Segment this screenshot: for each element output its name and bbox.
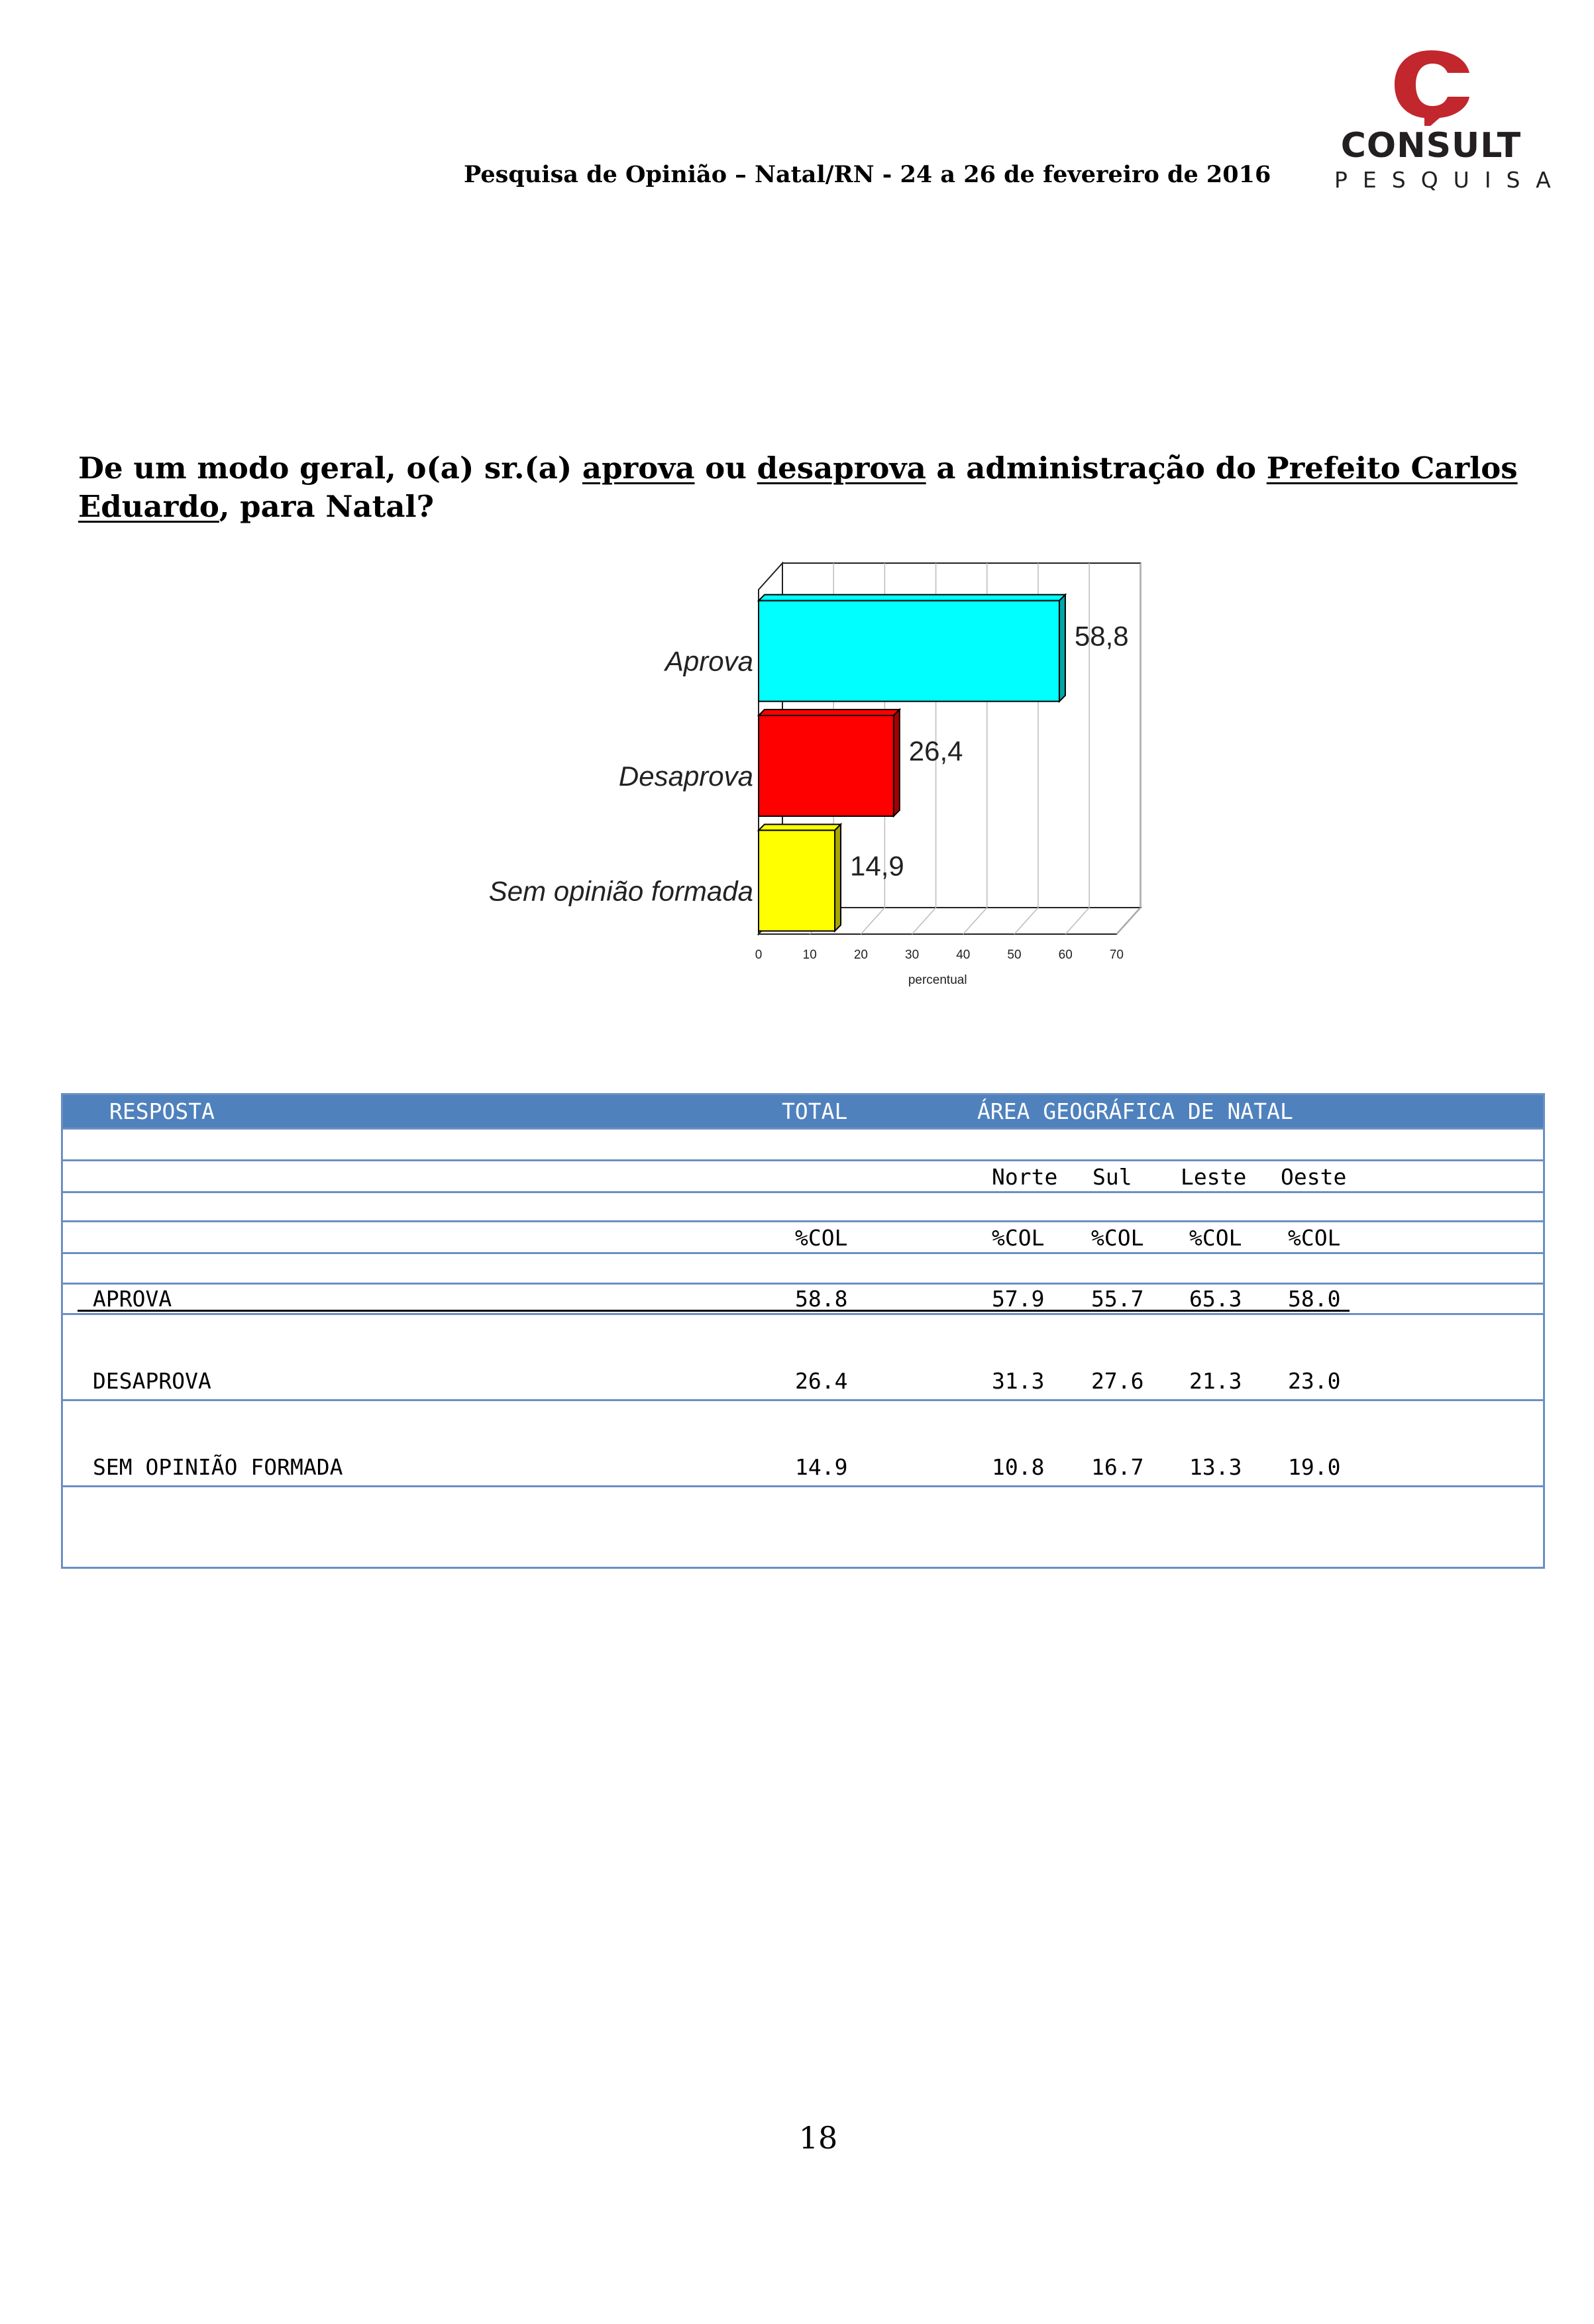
region-sul: Sul — [1092, 1164, 1132, 1190]
row-norte: 31.3 — [992, 1368, 1045, 1394]
x-tick-label: 50 — [1007, 948, 1022, 962]
row-underline — [78, 1310, 1350, 1312]
question-underlined-desaprova: desaprova — [757, 450, 926, 486]
header-area: ÁREA GEOGRÁFICA DE NATAL — [977, 1098, 1293, 1124]
row-leste: 21.3 — [1189, 1368, 1242, 1394]
row-oeste: 19.0 — [1288, 1454, 1341, 1480]
x-tick-label: 30 — [905, 948, 920, 962]
row-total: 26.4 — [795, 1368, 848, 1394]
bar-category-label: Sem opinião formada — [488, 875, 753, 907]
x-tick-label: 70 — [1109, 948, 1124, 962]
survey-question — [78, 449, 1536, 526]
table-spacer-row — [63, 1254, 1543, 1285]
bar-category-label: Aprova — [664, 645, 753, 677]
region-header-row — [63, 1161, 1543, 1193]
row-leste: 13.3 — [1189, 1454, 1242, 1480]
question-text: De um modo geral, o(a) sr.(a) — [78, 450, 582, 486]
row-leste: 65.3 — [1189, 1286, 1242, 1312]
approval-bar-chart — [464, 556, 1193, 1020]
table-row — [63, 1315, 1543, 1401]
col-label-oeste: %COL — [1288, 1225, 1341, 1251]
bar-side-shade — [1059, 595, 1065, 702]
question-text: , para Natal? — [219, 489, 435, 524]
x-axis-title: percentual — [908, 973, 967, 987]
col-label-leste: %COL — [1189, 1225, 1242, 1251]
page-number: 18 — [798, 2120, 838, 2156]
speech-bubble-c-icon — [1332, 46, 1530, 126]
region-norte: Norte — [992, 1164, 1058, 1190]
x-tick-label: 10 — [802, 948, 817, 962]
question-text: a administração do — [926, 450, 1267, 486]
row-norte: 57.9 — [992, 1286, 1045, 1312]
x-tick-label: 20 — [853, 948, 868, 962]
row-label: SEM OPINIÃO FORMADA — [93, 1454, 343, 1480]
logo-subtitle: PESQUISA — [1334, 167, 1566, 193]
row-label: DESAPROVA — [93, 1368, 211, 1394]
header-total: TOTAL — [782, 1098, 848, 1124]
table-header-row — [63, 1095, 1543, 1130]
row-label: APROVA — [93, 1286, 172, 1312]
logo-wordmark: CONSULT — [1340, 126, 1522, 166]
row-sul: 27.6 — [1091, 1368, 1144, 1394]
row-oeste: 23.0 — [1288, 1368, 1341, 1394]
x-tick-label: 0 — [755, 948, 763, 962]
col-label-norte: %COL — [992, 1225, 1045, 1251]
col-label-row — [63, 1222, 1543, 1254]
question-text: ou — [694, 450, 757, 486]
row-total: 14.9 — [795, 1454, 848, 1480]
x-tick-label: 40 — [956, 948, 971, 962]
region-oeste: Oeste — [1281, 1164, 1347, 1190]
table-row — [63, 1401, 1543, 1487]
question-underlined-prefeito: Prefeito Carlos Eduardo — [78, 450, 1518, 524]
bar-value-label: 14,9 — [850, 850, 904, 882]
row-norte: 10.8 — [992, 1454, 1045, 1480]
region-leste: Leste — [1181, 1164, 1247, 1190]
bar-sem-opinião-formada — [759, 830, 835, 931]
bar-top-face — [759, 595, 1065, 601]
consult-logo — [1332, 46, 1566, 199]
row-oeste: 58.0 — [1288, 1286, 1341, 1312]
row-sul: 16.7 — [1091, 1454, 1144, 1480]
table-spacer-row — [63, 1193, 1543, 1222]
question-underlined-aprova: aprova — [582, 450, 695, 486]
bar-side-shade — [835, 824, 841, 931]
col-label-total: %COL — [795, 1225, 848, 1251]
x-tick-label: 60 — [1058, 948, 1073, 962]
bar-value-label: 58,8 — [1074, 620, 1129, 652]
bar-aprova — [759, 601, 1059, 702]
bar-value-label: 26,4 — [908, 735, 963, 766]
header-resposta: RESPOSTA — [109, 1098, 215, 1124]
table-spacer-row — [63, 1130, 1543, 1161]
header-title: Pesquisa de Opinião – Natal/RN - 24 a 26 de fevereiro de 2016 — [464, 161, 1271, 188]
bar-top-face — [759, 710, 900, 715]
table-row — [63, 1285, 1543, 1315]
bar-category-label: Desaprova — [618, 761, 753, 792]
bar-side-shade — [894, 710, 900, 816]
bar-top-face — [759, 824, 841, 830]
row-total: 58.8 — [795, 1286, 848, 1312]
results-table — [61, 1093, 1545, 1569]
row-sul: 55.7 — [1091, 1286, 1144, 1312]
bar-desaprova — [759, 715, 894, 816]
col-label-sul: %COL — [1091, 1225, 1144, 1251]
